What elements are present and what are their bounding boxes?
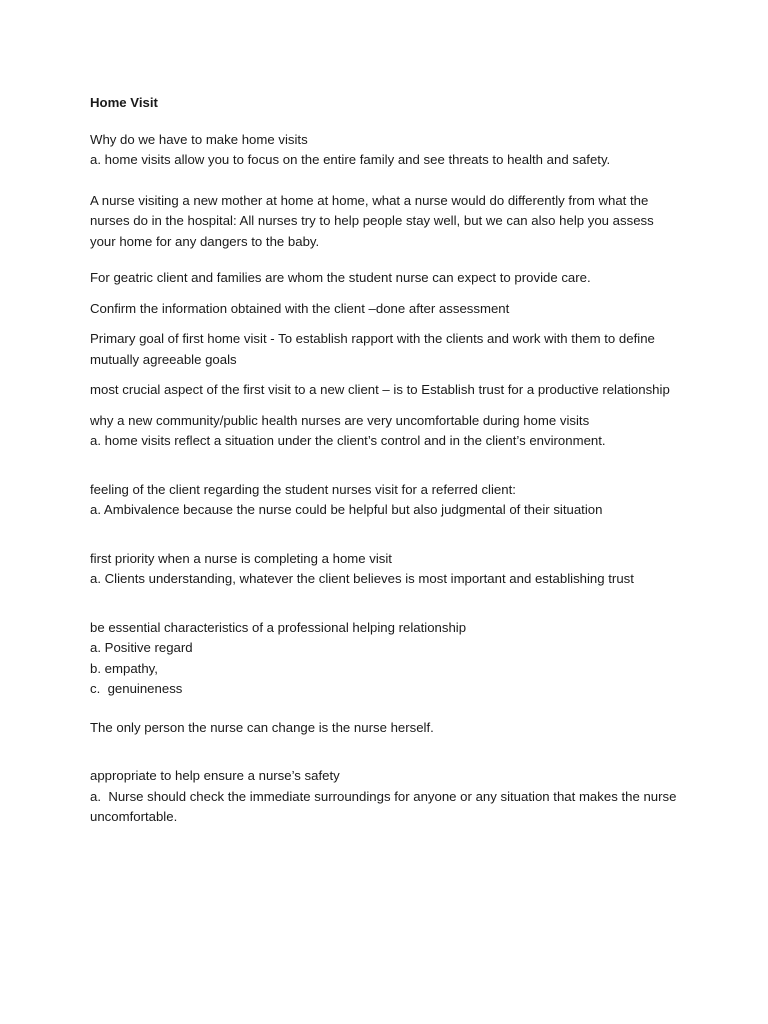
paragraph: most crucial aspect of the first visit to a new client – is to Establish trust for a productive relationship xyxy=(90,382,670,397)
paragraph: For geatric client and families are whom the student nurse can expect to provide care. xyxy=(90,270,591,285)
list-item: a. Positive regard xyxy=(90,640,193,655)
answer: a. Nurse should check the immediate surroundings for anyone or any situation that makes the nurse uncomfortable. xyxy=(90,788,681,824)
list-item: b. empathy, xyxy=(90,660,158,676)
section-client-feeling xyxy=(90,480,680,521)
paragraph: Confirm the information obtained with the client –done after assessment xyxy=(90,300,510,316)
question: first priority when a nurse is completing a home visit xyxy=(90,550,392,566)
question: appropriate to help ensure a nurse’s safety xyxy=(90,768,340,783)
question: feeling of the client regarding the student nurses visit for a referred client: xyxy=(90,481,516,497)
section-why-home-visits xyxy=(90,130,680,171)
section-uncomfortable xyxy=(90,411,680,452)
section-characteristics xyxy=(90,618,680,700)
answer: a. home visits allow you to focus on the entire family and see threats to health and safety. xyxy=(90,152,611,167)
section-confirm-info xyxy=(90,299,680,320)
section-first-priority xyxy=(90,549,680,590)
section-nurse-safety xyxy=(90,766,680,828)
answer: a. Clients understanding, whatever the client believes is most important and establishing trust xyxy=(90,571,634,586)
paragraph: A nurse visiting a new mother at home at home, what a nurse would do differently from what the nurses do in the hospital: All nurses try to help people stay well, but we can also help you assess your home for any dangers to the baby. xyxy=(90,192,654,249)
document-page xyxy=(90,93,680,828)
section-only-person xyxy=(90,718,680,739)
section-new-mother xyxy=(90,191,680,253)
answer: a. home visits reflect a situation under the client’s control and in the client’s environment. xyxy=(90,433,606,448)
paragraph: The only person the nurse can change is the nurse herself. xyxy=(90,719,434,735)
answer: a. Ambivalence because the nurse could be helpful but also judgmental of their situation xyxy=(90,502,603,517)
section-geriatric xyxy=(90,268,680,289)
question: be essential characteristics of a professional helping relationship xyxy=(90,619,467,635)
list-item: c. genuineness xyxy=(90,681,183,696)
section-primary-goal xyxy=(90,329,680,370)
question: why a new community/public health nurses are very uncomfortable during home visits xyxy=(90,412,590,428)
question: Why do we have to make home visits xyxy=(90,131,308,147)
paragraph: Primary goal of first home visit - To establish rapport with the clients and work with them to define mutually agreeable goals xyxy=(90,331,655,367)
section-crucial-aspect xyxy=(90,380,680,401)
document-title: Home Visit xyxy=(90,95,158,110)
